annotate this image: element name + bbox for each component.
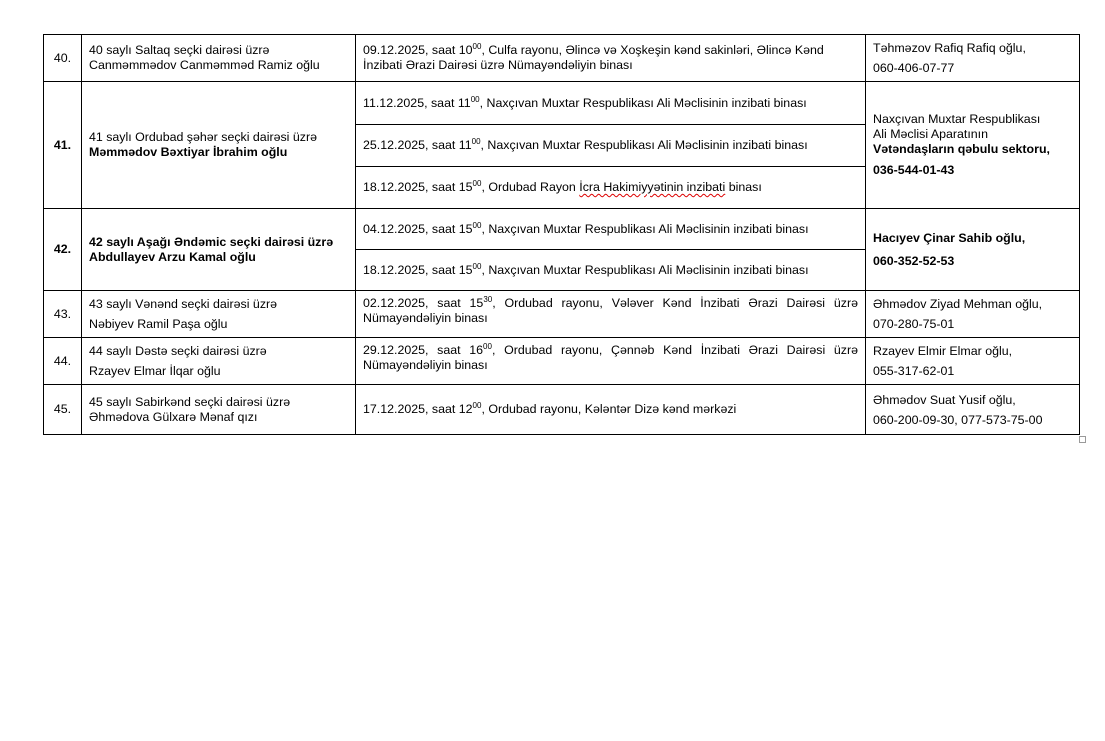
district-cell [82, 338, 356, 385]
meeting-place: , Naxçıvan Muxtar Respublikası Ali Məclisinin inzibati binası [481, 262, 809, 277]
meeting-cell [356, 167, 866, 209]
row-number: 45. [44, 385, 82, 435]
district-name: 43 saylı Vənənd seçki dairəsi üzrə [89, 297, 278, 311]
contact-sector: Vətəndaşların qəbulu sektoru, [873, 142, 1050, 156]
deputy-name: Rzayev Elmar İlqar oğlu [89, 364, 221, 378]
district-name: 42 saylı Aşağı Əndəmic seçki dairəsi üzrə [89, 234, 334, 249]
district-cell [82, 291, 356, 338]
contact-phone: 036-544-01-43 [873, 163, 955, 177]
district-cell [82, 82, 356, 209]
table-row [44, 338, 1080, 385]
contact-cell [866, 82, 1080, 209]
meeting-place-end: binası [725, 180, 762, 194]
meeting-date: 04.12.2025, saat 15 [363, 221, 473, 236]
meeting-minutes: 00 [471, 137, 481, 146]
contact-name: Rzayev Elmir Elmar oğlu, [873, 344, 1013, 358]
meeting-cell [356, 250, 866, 291]
contact-name: Təhməzov Rafiq Rafiq oğlu, [873, 41, 1026, 55]
meeting-cell [356, 291, 866, 338]
contact-cell [866, 291, 1080, 338]
meeting-minutes: 00 [483, 342, 492, 351]
row-number: 41. [44, 82, 82, 209]
meeting-minutes: 00 [472, 220, 482, 230]
table-resize-handle[interactable] [1079, 436, 1086, 443]
meeting-minutes: 00 [472, 261, 482, 271]
contact-cell [866, 35, 1080, 82]
contact-name: Əhmədov Suat Yusif oğlu, [873, 392, 1016, 407]
district-cell [82, 385, 356, 435]
contact-phone: 060-406-07-77 [873, 61, 955, 75]
contact-cell [866, 338, 1080, 385]
table-row [44, 385, 1080, 435]
meeting-place: , Ordubad rayonu, Vələver Kənd İnzibati Ərazi Dairəsi üzrə Nümayəndəliyin binası [363, 296, 858, 325]
row-number: 42. [44, 209, 82, 291]
contact-phone: 070-280-75-01 [873, 317, 955, 331]
meeting-place: , Naxçıvan Muxtar Respublikası Ali Məclisinin inzibati binası [480, 138, 808, 152]
district-cell [82, 35, 356, 82]
table-row [44, 291, 1080, 338]
contact-cell [866, 209, 1080, 291]
district-name: 41 saylı Ordubad şəhər seçki dairəsi üzrə [89, 130, 317, 144]
meeting-place: , Culfa rayonu, Əlincə və Xoşkeşin kənd sakinləri, Əlincə Kənd [481, 43, 824, 57]
contact-name: Əhmədov Ziyad Mehman oğlu, [873, 297, 1043, 311]
meeting-place-cont: İnzibati Ərazi Dairəsi üzrə Nümayəndəliyin binası [363, 58, 633, 72]
meeting-place: , Ordubad rayonu, Çənnəb Kənd İnzibati Ərazi Dairəsi üzrə Nümayəndəliyin binası [363, 343, 858, 372]
contact-org: Naxçıvan Muxtar Respublikası [873, 112, 1041, 126]
meeting-date: 11.12.2025, saat 11 [363, 95, 471, 110]
row-number: 43. [44, 291, 82, 338]
meeting-date: 18.12.2025, saat 15 [363, 180, 473, 194]
district-name: 44 saylı Dəstə seçki dairəsi üzrə [89, 344, 267, 358]
deputy-name: Məmmədov Bəxtiyar İbrahim oğlu [89, 145, 288, 159]
meeting-cell [356, 35, 866, 82]
meeting-line [363, 43, 858, 58]
deputy-name: Əhmədova Gülxarə Mənaf qızı [89, 409, 258, 424]
meeting-date: 17.12.2025, saat 12 [363, 402, 473, 416]
meeting-minutes: 00 [472, 42, 482, 51]
meeting-minutes: 30 [483, 295, 493, 304]
meeting-cell [356, 209, 866, 250]
table-row [44, 209, 1080, 250]
deputy-name: Canməmmədov Canməmməd Ramiz oğlu [89, 58, 320, 72]
meeting-place: , Naxçıvan Muxtar Respublikası Ali Məclisinin inzibati binası [481, 221, 809, 236]
district-name: 45 saylı Sabirkənd seçki dairəsi üzrə [89, 394, 291, 409]
meeting-minutes: 00 [472, 401, 482, 410]
table-row [44, 35, 1080, 82]
district-name: 40 saylı Saltaq seçki dairəsi üzrə [89, 43, 270, 57]
reception-schedule-table [43, 34, 1080, 435]
meeting-minutes: 00 [472, 179, 482, 188]
meeting-place: , Ordubad Rayon [481, 180, 580, 194]
table-row [44, 82, 1080, 125]
deputy-name: Abdullayev Arzu Kamal oğlu [89, 249, 256, 264]
meeting-place: , Ordubad rayonu, Kələntər Dizə kənd mərkəzi [481, 402, 737, 416]
contact-phone: 055-317-62-01 [873, 364, 955, 378]
contact-name: Hacıyev Çinar Sahib oğlu, [873, 230, 1026, 245]
deputy-name: Nəbiyev Ramil Paşa oğlu [89, 317, 228, 331]
row-number: 44. [44, 338, 82, 385]
contact-cell [866, 385, 1080, 435]
meeting-date: 25.12.2025, saat 11 [363, 138, 472, 152]
spellcheck-flagged-text: İcra Hakimiyyətinin inzibati [579, 180, 726, 194]
meeting-cell [356, 385, 866, 435]
contact-phone: 060-352-52-53 [873, 253, 955, 268]
contact-phone: 060-200-09-30, 077-573-75-00 [873, 412, 1043, 427]
meeting-cell [356, 125, 866, 167]
meeting-date: 18.12.2025, saat 15 [363, 262, 473, 277]
meeting-date: 09.12.2025, saat 10 [363, 43, 473, 57]
meeting-cell [356, 82, 866, 125]
meeting-cell [356, 338, 866, 385]
meeting-date: 02.12.2025, saat 15 [363, 296, 484, 310]
row-number: 40. [44, 35, 82, 82]
meeting-date: 29.12.2025, saat 16 [363, 343, 484, 357]
contact-org-cont: Ali Məclisi Aparatının [873, 127, 989, 141]
district-cell [82, 209, 356, 291]
meeting-place: , Naxçıvan Muxtar Respublikası Ali Məclisinin inzibati binası [479, 95, 807, 110]
meeting-minutes: 00 [470, 94, 480, 104]
